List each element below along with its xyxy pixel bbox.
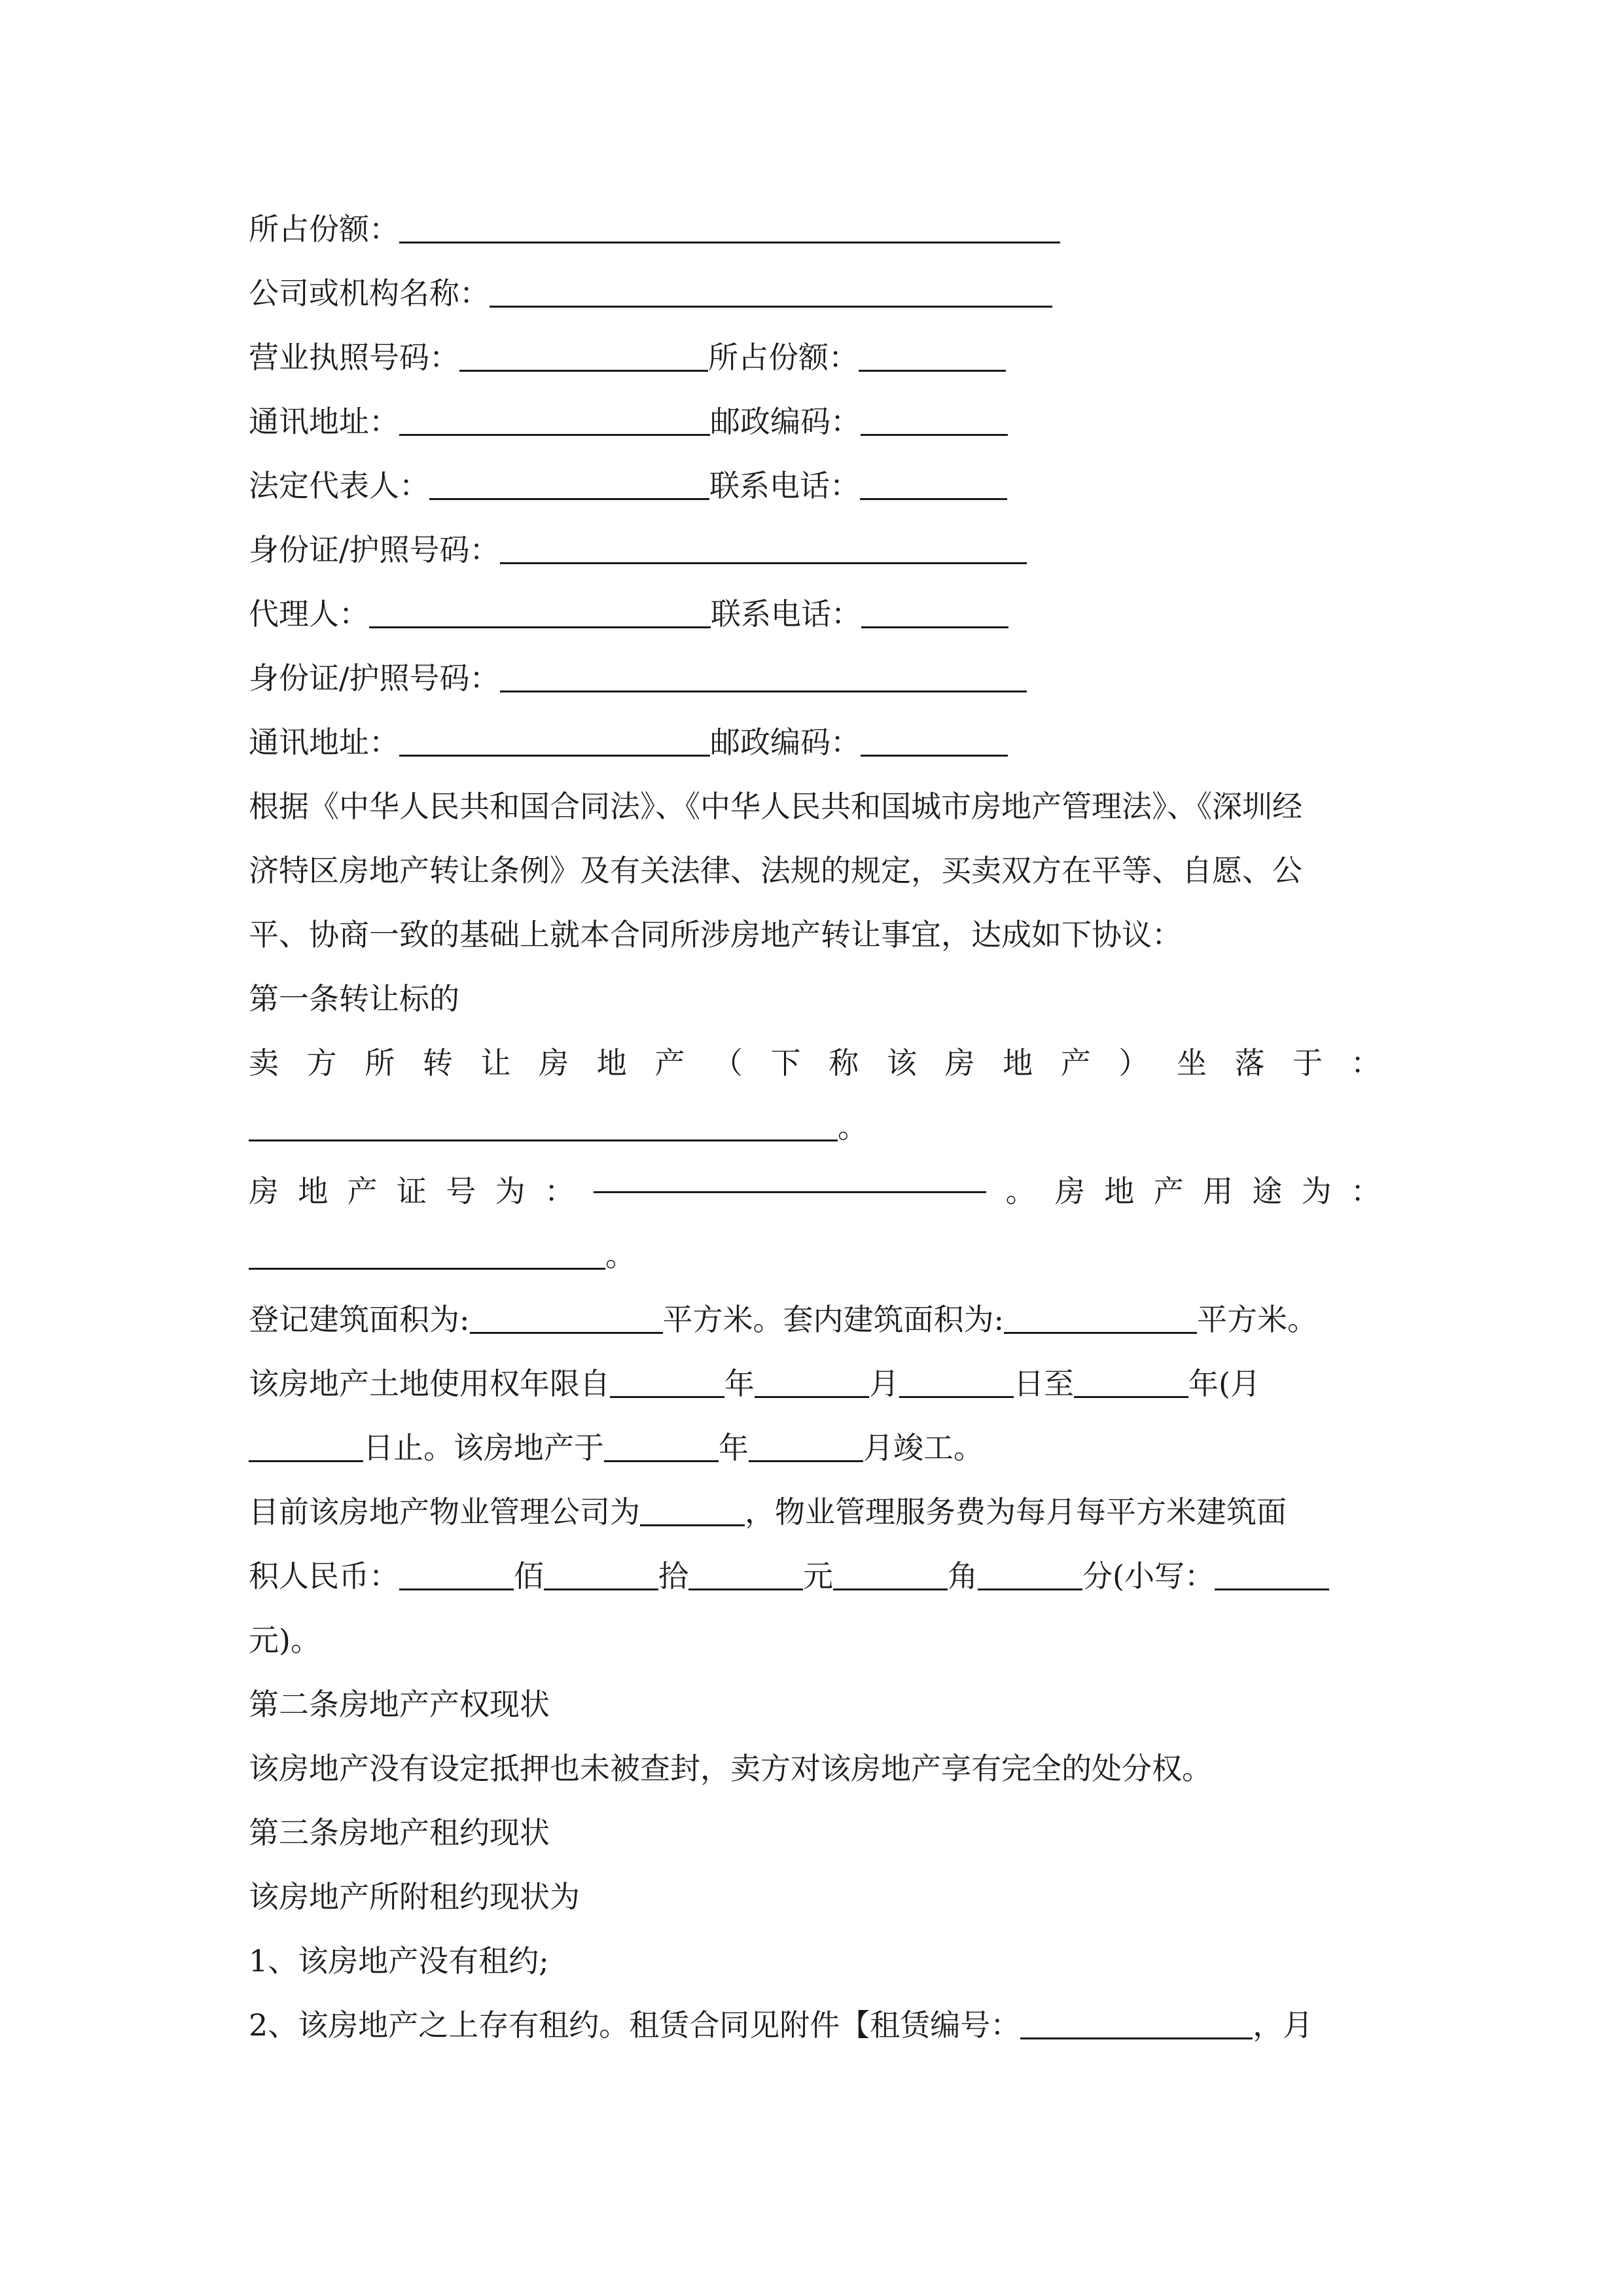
location-line bbox=[249, 1030, 1381, 1096]
land-term-label: 该房地产土地使用权年限自 bbox=[249, 1366, 610, 1401]
cert-char: ： bbox=[544, 1174, 575, 1209]
cert-char: 产 bbox=[347, 1174, 378, 1209]
use-char: 地 bbox=[1104, 1174, 1135, 1209]
license-label: 营业执照号码： bbox=[249, 340, 459, 375]
month-label: 月 bbox=[869, 1366, 899, 1401]
lease-item-2-end: ，月 bbox=[1253, 2007, 1313, 2043]
year-month-label: 年(月 bbox=[1188, 1366, 1260, 1401]
location-blank-line bbox=[249, 1094, 868, 1160]
certificate-blank bbox=[594, 1158, 986, 1193]
start-month-blank bbox=[755, 1363, 869, 1398]
start-day-blank bbox=[899, 1363, 1014, 1398]
article-1-heading: 第一条转让标的 bbox=[249, 981, 459, 1016]
lease-item-1: 1、该房地产没有租约; bbox=[249, 1943, 549, 1979]
agent-phone-label: 联系电话： bbox=[711, 596, 861, 632]
legal-rep-line bbox=[249, 453, 1007, 518]
article-3-text: 该房地产所附租约现状为 bbox=[249, 1879, 580, 1914]
article-2-heading: 第二条房地产产权现状 bbox=[249, 1687, 550, 1722]
completion-year-blank bbox=[604, 1427, 719, 1462]
use-char: 用 bbox=[1202, 1174, 1233, 1209]
location-char: 该 bbox=[886, 1045, 917, 1081]
share-line bbox=[249, 196, 1060, 262]
location-char: （ bbox=[713, 1045, 743, 1081]
use-char: 产 bbox=[1153, 1174, 1184, 1209]
fee-fen-blank bbox=[978, 1556, 1082, 1590]
use-blank bbox=[249, 1235, 605, 1270]
cert-char: 为 bbox=[495, 1174, 526, 1209]
address-label: 通讯地址： bbox=[249, 404, 399, 439]
use-char: 途 bbox=[1252, 1174, 1283, 1209]
id-blank bbox=[500, 529, 1027, 564]
registered-area-label: 登记建筑面积为: bbox=[249, 1302, 470, 1337]
area-line bbox=[249, 1287, 1317, 1352]
use-period: 。 bbox=[605, 1238, 635, 1273]
share-blank-2 bbox=[859, 337, 1006, 372]
pm-company-label: 目前该房地产物业管理公司为 bbox=[249, 1494, 640, 1530]
cert-char: 证 bbox=[396, 1174, 427, 1209]
fee-label: 积人民币： bbox=[249, 1558, 399, 1594]
location-char: 于 bbox=[1293, 1045, 1323, 1081]
company-name-blank bbox=[490, 273, 1052, 308]
agent-id-line bbox=[249, 645, 1027, 711]
fee-jiao-blank bbox=[833, 1556, 948, 1590]
lease-number-blank bbox=[1020, 2005, 1253, 2039]
registered-area-blank bbox=[470, 1299, 663, 1334]
fee-shi-blank bbox=[544, 1556, 658, 1590]
location-char: 坐 bbox=[1177, 1045, 1207, 1081]
agent-address-line bbox=[249, 709, 1008, 775]
share-blank bbox=[399, 209, 1060, 243]
preamble-line-3: 平、协商一致的基础上就本合同所涉房地产转让事宜，达成如下协议： bbox=[249, 917, 1182, 952]
id-line bbox=[249, 517, 1027, 583]
address-line bbox=[249, 389, 1008, 454]
agent-postcode-blank bbox=[861, 722, 1008, 757]
preamble-line-1: 根据《中华人民共和国合同法》、《中华人民共和国城市房地产管理法》、《深圳经 bbox=[249, 789, 1302, 824]
company-name-label: 公司或机构名称： bbox=[249, 276, 490, 311]
article-3-heading: 第三条房地产租约现状 bbox=[249, 1815, 550, 1850]
completion-line bbox=[249, 1415, 984, 1480]
location-char: 下 bbox=[770, 1045, 801, 1081]
use-blank-line bbox=[249, 1223, 635, 1288]
location-char: 地 bbox=[1003, 1045, 1033, 1081]
fee-bai: 佰 bbox=[514, 1558, 544, 1594]
use-char: 房 bbox=[1054, 1174, 1085, 1209]
fee-lower-blank bbox=[1215, 1556, 1329, 1590]
fee-yuan-blank bbox=[688, 1556, 803, 1590]
agent-address-blank bbox=[399, 722, 710, 757]
lease-item-2 bbox=[249, 1992, 1313, 2058]
article-2-text: 该房地产没有设定抵押也未被查封，卖方对该房地产享有完全的处分权。 bbox=[249, 1751, 1212, 1786]
fee-jiao: 角 bbox=[948, 1558, 978, 1594]
year-label: 年 bbox=[724, 1366, 755, 1401]
phone-blank bbox=[860, 465, 1007, 500]
license-line bbox=[249, 325, 1006, 390]
id-label: 身份证/护照号码： bbox=[249, 532, 500, 567]
legal-rep-label: 法定代表人： bbox=[249, 468, 429, 503]
location-char: 转 bbox=[422, 1045, 453, 1081]
cert-char: 房 bbox=[249, 1174, 279, 1209]
agent-address-label: 通讯地址： bbox=[249, 725, 399, 760]
area-unit: 平方米。 bbox=[1197, 1302, 1317, 1337]
start-year-blank bbox=[610, 1363, 724, 1398]
legal-rep-blank bbox=[429, 465, 709, 500]
license-blank bbox=[459, 337, 708, 372]
inner-area-blank bbox=[1004, 1299, 1197, 1334]
use-char: 为 bbox=[1301, 1174, 1332, 1209]
agent-id-blank bbox=[500, 658, 1027, 692]
completion-month-label: 月竣工。 bbox=[863, 1430, 984, 1465]
agent-postcode-label: 邮政编码： bbox=[710, 725, 861, 760]
cert-char: 地 bbox=[298, 1174, 329, 1209]
agent-blank bbox=[369, 594, 711, 628]
cert-char: 号 bbox=[446, 1174, 476, 1209]
fee-shi: 拾 bbox=[658, 1558, 688, 1594]
location-period: 。 bbox=[838, 1109, 868, 1145]
lease-item-2-text: 2、该房地产之上存有租约。租赁合同见附件【租赁编号： bbox=[249, 2007, 1021, 2043]
location-blank bbox=[249, 1107, 838, 1141]
share-label: 所占份额： bbox=[249, 211, 399, 247]
certificate-line bbox=[249, 1158, 1381, 1224]
day-to-label: 日至 bbox=[1014, 1366, 1074, 1401]
property-management-line bbox=[249, 1479, 1287, 1545]
location-char: 落 bbox=[1234, 1045, 1265, 1081]
location-char: 所 bbox=[365, 1045, 395, 1081]
completion-year-label: 年 bbox=[719, 1430, 749, 1465]
location-char: 让 bbox=[480, 1045, 511, 1081]
fee-end-line: 元)。 bbox=[249, 1623, 321, 1658]
location-char: 产 bbox=[654, 1045, 685, 1081]
postcode-label: 邮政编码： bbox=[710, 404, 861, 439]
completion-month-blank bbox=[749, 1427, 863, 1462]
agent-line bbox=[249, 581, 1008, 647]
location-char: 卖 bbox=[249, 1045, 279, 1081]
location-char: 房 bbox=[539, 1045, 569, 1081]
location-char: ： bbox=[1350, 1045, 1381, 1081]
agent-id-label: 身份证/护照号码： bbox=[249, 660, 500, 696]
share-label-2: 所占份额： bbox=[708, 340, 859, 375]
address-blank bbox=[399, 401, 710, 436]
agent-phone-blank bbox=[861, 594, 1008, 628]
location-char: 产 bbox=[1060, 1045, 1091, 1081]
fee-fen: 分(小写： bbox=[1082, 1558, 1215, 1594]
pm-company-blank bbox=[640, 1492, 745, 1526]
end-year-blank bbox=[1074, 1363, 1188, 1398]
location-char: 地 bbox=[596, 1045, 627, 1081]
inner-area-label: 平方米。套内建筑面积为: bbox=[662, 1302, 1004, 1337]
company-name-line bbox=[249, 260, 1052, 326]
agent-label: 代理人： bbox=[249, 596, 369, 632]
location-char: 房 bbox=[944, 1045, 975, 1081]
fee-yuan: 元 bbox=[803, 1558, 833, 1594]
postcode-blank bbox=[861, 401, 1008, 436]
location-char: 方 bbox=[306, 1045, 337, 1081]
phone-label: 联系电话： bbox=[709, 468, 860, 503]
use-char: ： bbox=[1350, 1174, 1381, 1209]
preamble-line-2: 济特区房地产转让条例》及有关法律、法规的规定，买卖双方在平等、自愿、公 bbox=[249, 853, 1302, 888]
pm-fee-text: ，物业管理服务费为每月每平方米建筑面 bbox=[745, 1494, 1287, 1530]
end-day-blank bbox=[249, 1427, 363, 1462]
location-char: ） bbox=[1118, 1045, 1149, 1081]
location-char: 称 bbox=[829, 1045, 859, 1081]
completion-label: 日止。该房地产于 bbox=[363, 1430, 604, 1465]
use-char: 。 bbox=[1005, 1174, 1036, 1209]
fee-line bbox=[249, 1543, 1329, 1609]
land-term-line bbox=[249, 1351, 1260, 1416]
fee-bai-blank bbox=[399, 1556, 514, 1590]
